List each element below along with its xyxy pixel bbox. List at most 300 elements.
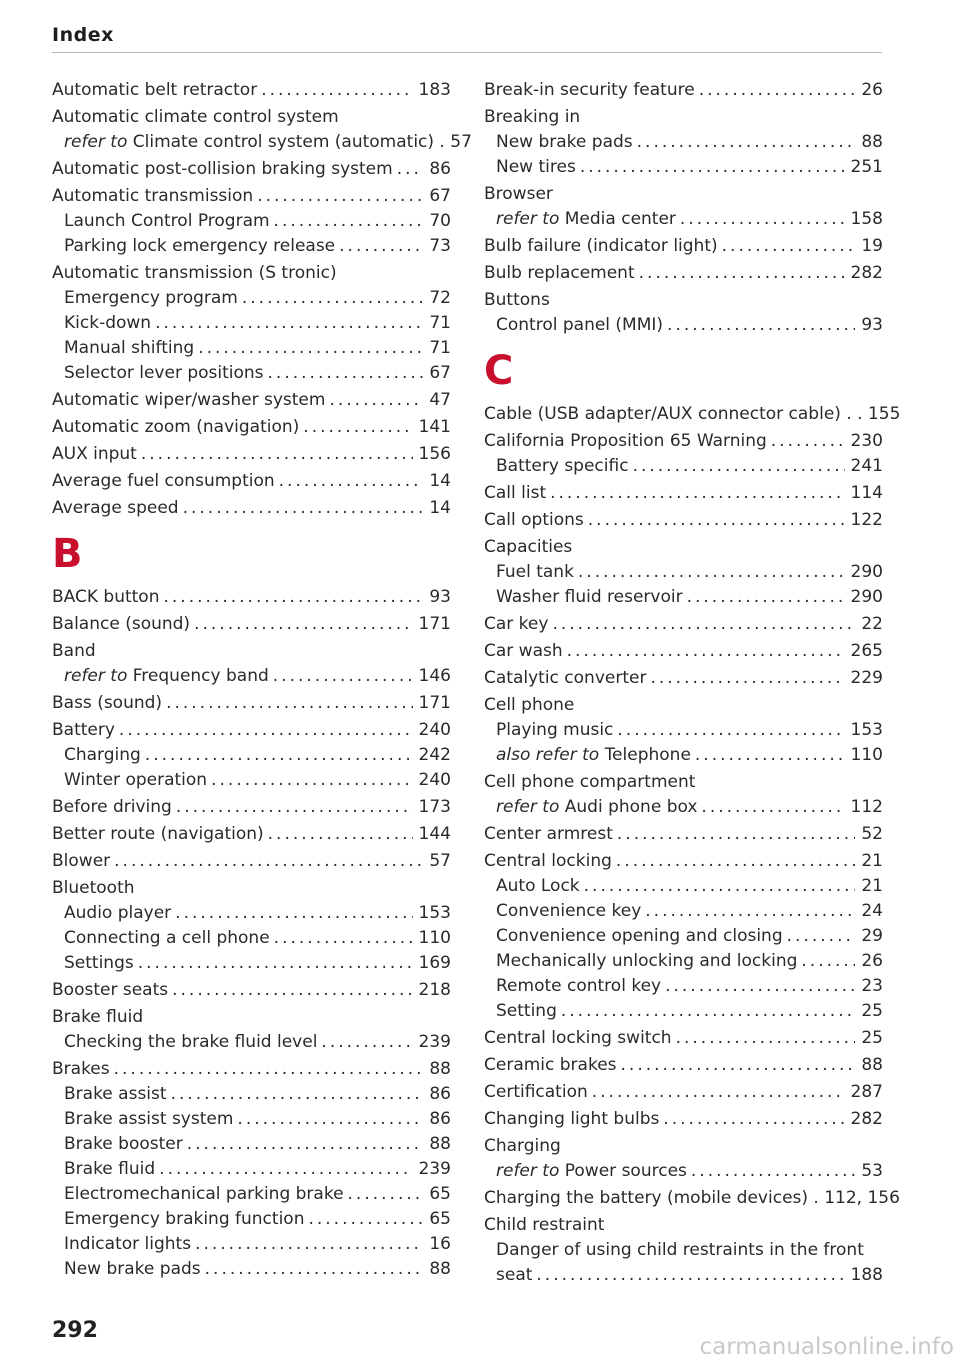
- entry-text: Parking lock emergency release: [64, 236, 336, 256]
- entry-text: Winter operation: [64, 770, 208, 790]
- page-number: 292: [52, 1318, 98, 1343]
- entry-label: [64, 1207, 304, 1232]
- index-entry: [484, 481, 883, 506]
- entry-label: [52, 612, 190, 637]
- entry-text: Electromechanical parking brake: [64, 1184, 344, 1204]
- entry-row: [496, 207, 883, 232]
- leader-dots: [663, 1107, 844, 1132]
- entry-text: Manual shifting: [64, 338, 195, 358]
- page-ref: 173: [418, 797, 451, 817]
- index-subentry: [484, 743, 883, 768]
- entry-row: [496, 999, 883, 1024]
- entry-text: Indicator lights: [64, 1234, 192, 1254]
- index-subentry: [484, 899, 883, 924]
- index-entry: [484, 666, 883, 691]
- index-entry: [484, 402, 901, 427]
- leader-dots: [175, 901, 412, 926]
- entry-label: [64, 743, 141, 768]
- entry-row: [52, 157, 451, 182]
- leader-dots: [645, 899, 855, 924]
- entry-label: [52, 415, 299, 440]
- entry-row: [496, 899, 883, 924]
- entry-label: [484, 1080, 588, 1105]
- entry-label: [64, 664, 269, 689]
- leader-dots: [348, 1182, 424, 1207]
- page-ref: 110: [418, 928, 451, 948]
- entry-row: [64, 743, 451, 768]
- index-entry: [52, 849, 451, 874]
- entry-text: Automatic zoom (navigation): [52, 417, 300, 437]
- index-heading: Breaking in: [484, 107, 581, 127]
- page-ref: 72: [429, 288, 451, 308]
- leader-dots: [617, 718, 844, 743]
- entry-row: [64, 234, 451, 259]
- entry-row: [484, 261, 883, 286]
- page-ref: 251: [850, 157, 883, 177]
- entry-text: Emergency program: [64, 288, 238, 308]
- leader-dots: [637, 130, 856, 155]
- leader-dots: [550, 481, 844, 506]
- page-ref: 290: [850, 587, 883, 607]
- entry-row: [484, 508, 883, 533]
- page-ref: 153: [418, 903, 451, 923]
- index-column-left: [52, 76, 472, 1282]
- page-ref: 26: [861, 951, 883, 971]
- index-subentry: [52, 234, 451, 259]
- entry-row: [496, 1159, 883, 1184]
- page-ref: 88: [861, 1055, 883, 1075]
- entry-text: AUX input: [52, 444, 137, 464]
- index-entry: [484, 429, 883, 454]
- entry-label: [64, 1030, 317, 1055]
- entry-label: [484, 508, 584, 533]
- entry-text: Break-in security feature: [484, 80, 695, 100]
- entry-row: [64, 951, 451, 976]
- entry-row: [52, 496, 451, 521]
- index-entry: [484, 822, 883, 847]
- entry-text: Battery: [52, 720, 115, 740]
- entry-row: [496, 454, 883, 479]
- leader-dots: [155, 311, 423, 336]
- entry-row: [52, 718, 451, 743]
- entry-row: [64, 1182, 451, 1207]
- index-entry: [484, 612, 883, 637]
- watermark: carmanualsonline.info: [699, 1334, 954, 1360]
- entry-row: [484, 1186, 900, 1211]
- page-ref: 88: [429, 1259, 451, 1279]
- leader-dots: [633, 454, 845, 479]
- page-ref: 21: [861, 876, 883, 896]
- page-ref: 183: [418, 80, 451, 100]
- index-heading: Browser: [484, 184, 553, 204]
- index-heading: Child restraint: [484, 1215, 605, 1235]
- entry-label: [64, 311, 151, 336]
- index-entry: [52, 585, 451, 610]
- entry-text: Automatic post-collision braking system: [52, 159, 393, 179]
- entry-text: Emergency braking function: [64, 1209, 305, 1229]
- leader-dots: [198, 336, 423, 361]
- page-ref: 171: [418, 693, 451, 713]
- entry-text: Mechanically unlocking and locking: [496, 951, 798, 971]
- page-ref: 88: [429, 1059, 451, 1079]
- page-ref: 218: [418, 980, 451, 1000]
- entry-label: [64, 1082, 167, 1107]
- leader-dots: [584, 874, 856, 899]
- entry-row: [64, 361, 451, 386]
- leader-dots: [397, 157, 424, 182]
- leader-short: .: [808, 1188, 825, 1208]
- entry-row: [496, 130, 883, 155]
- index-subentry: [52, 1030, 451, 1055]
- index-heading: Buttons: [484, 290, 550, 310]
- index-subentry: [52, 743, 451, 768]
- entry-row: [64, 1082, 451, 1107]
- index-subentry: [484, 1159, 883, 1184]
- entry-text: Center armrest: [484, 824, 613, 844]
- leader-dots: [164, 585, 424, 610]
- entry-label: [484, 481, 546, 506]
- entry-row: [64, 311, 451, 336]
- page-ref: 155: [867, 404, 901, 424]
- entry-row: [52, 822, 451, 847]
- page-ref: 14: [429, 498, 451, 518]
- entry-text: Cable (USB adapter/AUX connector cable): [484, 404, 841, 424]
- entry-text: Brake fluid: [64, 1159, 156, 1179]
- refer-to-prefix: refer to: [64, 666, 128, 686]
- entry-text: Average fuel consumption: [52, 471, 275, 491]
- leader-dots: [183, 496, 424, 521]
- index-entry: [52, 822, 451, 847]
- page-ref: 141: [418, 417, 451, 437]
- entry-row: [64, 1107, 451, 1132]
- entry-label: [52, 849, 110, 874]
- entry-row: [484, 1026, 883, 1051]
- entry-row: [484, 612, 883, 637]
- entry-label: [484, 1053, 617, 1078]
- entry-label: [496, 795, 697, 820]
- leader-dots: [536, 1263, 844, 1288]
- index-subentry: [484, 795, 883, 820]
- leader-dots: [114, 849, 423, 874]
- leader-dots: [242, 286, 424, 311]
- leader-dots: [261, 78, 412, 103]
- entry-label: [496, 949, 797, 974]
- entry-row: [64, 1207, 451, 1232]
- index-subentry: [52, 209, 451, 234]
- index-entry: [484, 234, 883, 259]
- entry-label: [496, 743, 691, 768]
- entry-row: [52, 184, 451, 209]
- entry-row: [52, 469, 451, 494]
- index-subentry: [52, 1157, 451, 1182]
- entry-row: [64, 1132, 451, 1157]
- entry-row: [64, 209, 451, 234]
- entry-label: [52, 388, 325, 413]
- entry-row: [64, 1030, 451, 1055]
- entry-row: [484, 78, 883, 103]
- index-subentry: [484, 313, 883, 338]
- leader-dots: [211, 768, 412, 793]
- entry-label: [64, 926, 270, 951]
- entry-text: Remote control key: [496, 976, 662, 996]
- index-entry: [52, 157, 451, 182]
- page-ref: 153: [850, 720, 883, 740]
- entry-label: [52, 78, 257, 103]
- index-entry: [52, 795, 451, 820]
- index-subentry: [52, 286, 451, 311]
- entry-text: Charging: [64, 745, 141, 765]
- entry-label: [64, 286, 238, 311]
- entry-row: [496, 949, 883, 974]
- entry-label: [496, 899, 641, 924]
- entry-label: [484, 612, 548, 637]
- page-ref: 88: [429, 1134, 451, 1154]
- entry-label: [496, 874, 580, 899]
- header-title: Index: [52, 24, 114, 46]
- entry-text: Bulb failure (indicator light): [484, 236, 718, 256]
- index-entry: [484, 1186, 900, 1211]
- leader-dots: [205, 1257, 424, 1282]
- entry-text: Ceramic brakes: [484, 1055, 617, 1075]
- entry-row: [484, 1107, 883, 1132]
- entry-label: [496, 999, 557, 1024]
- index-subentry: [484, 999, 883, 1024]
- entry-label: [52, 469, 275, 494]
- index-subentry: [52, 1207, 451, 1232]
- page-ref: 114: [850, 483, 883, 503]
- page-ref: 57: [450, 132, 472, 152]
- entry-label: [484, 78, 695, 103]
- entry-label: [64, 209, 270, 234]
- entry-label: [496, 974, 661, 999]
- leader-dots: [787, 924, 856, 949]
- entry-label: [64, 1257, 201, 1282]
- entry-text: Call list: [484, 483, 547, 503]
- index-entry: [52, 78, 451, 103]
- leader-dots: [667, 313, 855, 338]
- index-subentry: [484, 560, 883, 585]
- page-ref: 112: [850, 797, 883, 817]
- entry-text: New tires: [496, 157, 576, 177]
- page-ref: 16: [429, 1234, 451, 1254]
- entry-label: [496, 313, 663, 338]
- page-ref: 65: [429, 1209, 451, 1229]
- entry-label: [52, 496, 179, 521]
- entry-text: Balance (sound): [52, 614, 191, 634]
- page-ref: 122: [850, 510, 883, 530]
- index-subentry: [484, 1238, 883, 1288]
- entry-row: [496, 924, 883, 949]
- index-subentry: [52, 926, 451, 951]
- leader-dots: [687, 585, 845, 610]
- entry-label: [484, 429, 767, 454]
- page-ref: 25: [861, 1001, 883, 1021]
- leader-dots: [273, 664, 413, 689]
- leader-dots: [676, 1026, 856, 1051]
- index-subentry: [484, 207, 883, 232]
- entry-label: [64, 1132, 183, 1157]
- index-entry: [52, 612, 451, 637]
- index-entry: [484, 261, 883, 286]
- entry-text: Selector lever positions: [64, 363, 264, 383]
- page-ref: 239: [418, 1032, 451, 1052]
- entry-text: Certification: [484, 1082, 588, 1102]
- entry-row: [484, 849, 883, 874]
- leader-dots: [303, 415, 412, 440]
- index-entry: [52, 1057, 451, 1082]
- index-entry: [52, 496, 451, 521]
- entry-text: Charging the battery (mobile devices): [484, 1188, 809, 1208]
- leader-dots: [592, 1080, 845, 1105]
- page-ref: 282: [850, 1109, 883, 1129]
- index-subentry: [52, 664, 451, 689]
- index-entry: [484, 849, 883, 874]
- index-subentry: [484, 454, 883, 479]
- index-entry: [52, 184, 451, 209]
- leader-dots: [801, 949, 855, 974]
- index-entry: [484, 1026, 883, 1051]
- leader-dots: [639, 261, 845, 286]
- entry-row: [496, 313, 883, 338]
- index-subentry: [52, 951, 451, 976]
- entry-text: Checking the brake fluid level: [64, 1032, 318, 1052]
- page-ref: 29: [861, 926, 883, 946]
- index-heading: Automatic climate control system: [52, 107, 339, 127]
- leader-dots: [268, 822, 413, 847]
- leader-dots: [274, 209, 424, 234]
- entry-row: [64, 768, 451, 793]
- index-entry: [484, 1080, 883, 1105]
- page-ref: 110: [850, 745, 883, 765]
- entry-label: [496, 1159, 687, 1184]
- leader-dots: [561, 999, 855, 1024]
- entry-row: [52, 415, 451, 440]
- leader-dots: [701, 795, 844, 820]
- entry-label: [64, 1232, 191, 1257]
- page-ref: 188: [850, 1265, 883, 1285]
- index-subentry: [52, 311, 451, 336]
- leader-dots: [665, 974, 855, 999]
- entry-row: [64, 901, 451, 926]
- page-ref: 86: [429, 159, 451, 179]
- entry-text: California Proposition 65 Warning: [484, 431, 767, 451]
- entry-label: [52, 691, 162, 716]
- entry-row: [496, 874, 883, 899]
- entry-row: [484, 1053, 883, 1078]
- refer-to-prefix: refer to: [496, 209, 560, 229]
- entry-label: [484, 261, 635, 286]
- leader-dots: [187, 1132, 424, 1157]
- entry-row: [52, 691, 451, 716]
- page-ref: 93: [861, 315, 883, 335]
- entry-text: Convenience key: [496, 901, 642, 921]
- page-ref: 73: [429, 236, 451, 256]
- entry-row: [64, 1257, 451, 1282]
- index-subentry: [52, 1257, 451, 1282]
- entry-text: Control panel (MMI): [496, 315, 664, 335]
- index-subentry: [484, 585, 883, 610]
- entry-label: [52, 585, 160, 610]
- entry-text: Booster seats: [52, 980, 169, 1000]
- index-heading: Automatic transmission (S tronic): [52, 263, 337, 283]
- entry-text: Audi phone box: [564, 797, 698, 817]
- entry-label: [496, 924, 783, 949]
- index-subentry: [52, 901, 451, 926]
- entry-row: [64, 1157, 451, 1182]
- entry-row: [496, 560, 883, 585]
- leader-dots: [567, 639, 845, 664]
- entry-text: Audio player: [64, 903, 172, 923]
- entry-text: Brake assist: [64, 1084, 167, 1104]
- page-ref: 65: [429, 1184, 451, 1204]
- entry-text: Power sources: [564, 1161, 687, 1181]
- page-ref: 290: [850, 562, 883, 582]
- entry-label: [484, 822, 613, 847]
- index-entry: [52, 469, 451, 494]
- entry-label: [496, 718, 613, 743]
- entry-label: [52, 822, 264, 847]
- entry-row: [496, 585, 883, 610]
- leader-short: .: [434, 132, 451, 152]
- entry-row: [484, 234, 883, 259]
- entry-text: Before driving: [52, 797, 172, 817]
- entry-label: [64, 951, 134, 976]
- index-subentry: [52, 361, 451, 386]
- index-heading: Cell phone compartment: [484, 772, 696, 792]
- entry-label: [484, 402, 841, 427]
- page-ref: 57: [429, 851, 451, 871]
- refer-to-prefix: refer to: [496, 1161, 560, 1181]
- index-entry: [484, 78, 883, 103]
- page-ref: 67: [429, 363, 451, 383]
- entry-text: Kick-down: [64, 313, 152, 333]
- page-ref: 239: [418, 1159, 451, 1179]
- entry-text: Car wash: [484, 641, 563, 661]
- entry-text: Settings: [64, 953, 134, 973]
- page-ref: 53: [861, 1161, 883, 1181]
- index-subentry: [484, 924, 883, 949]
- index-subentry: [52, 336, 451, 361]
- page-ref: 14: [429, 471, 451, 491]
- entry-label: [484, 666, 646, 691]
- header-rule: [52, 52, 882, 53]
- entry-label: [64, 130, 434, 155]
- entry-text: Convenience opening and closing: [496, 926, 783, 946]
- index-subentry: [484, 718, 883, 743]
- entry-text: Bulb replacement: [484, 263, 635, 283]
- page-ref: 47: [429, 390, 451, 410]
- index-subentry: [52, 130, 472, 155]
- page-ref: 26: [861, 80, 883, 100]
- index-entry: [52, 978, 451, 1003]
- index-heading: Capacities: [484, 537, 573, 557]
- leader-dots: [680, 207, 845, 232]
- entry-row: [484, 666, 883, 691]
- page-ref: 171: [418, 614, 451, 634]
- subentry-label-cont: seat: [496, 1265, 533, 1285]
- entry-label: [52, 442, 137, 467]
- index-heading: Charging: [484, 1136, 561, 1156]
- entry-text: Changing light bulbs: [484, 1109, 660, 1129]
- leader-dots: [339, 234, 423, 259]
- subentry-row: [496, 1263, 883, 1288]
- entry-label: [64, 336, 194, 361]
- page-ref: 156: [418, 444, 451, 464]
- entry-label: [496, 207, 676, 232]
- entry-text: Battery specific: [496, 456, 629, 476]
- index-entry: [484, 639, 883, 664]
- entry-label: [496, 130, 633, 155]
